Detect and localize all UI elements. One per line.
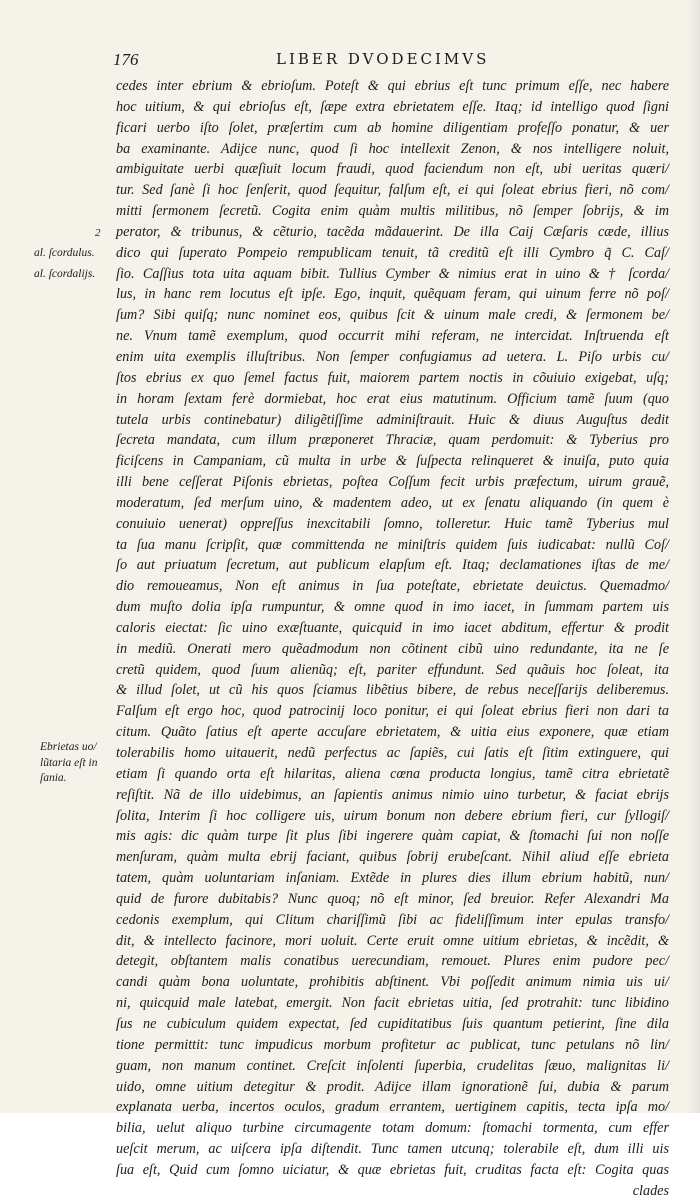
text-line: tolerabilis homo uitauerit, nedũ perfectus ac ſapiẽs, cui ſatis eſt ſitim extinguere, qui xyxy=(116,745,669,761)
text-line: caloris eiectat: ſic uino exæſtuante, quicquid in imo iacet abditum, effertur & prodit xyxy=(116,619,669,636)
text-line: illi bene ceſſerat Piſonis ebrietas, poſtea Coſſum fecit urbis præfectum, uirum grauẽ, xyxy=(116,474,669,491)
text-line: in mediũ. Onerati mero quẽadmodum non cõtinent cibũ uino redundante, ita ne ſe xyxy=(116,640,669,657)
text-line: menſuram, quàm multa ebrij faciant, quibus ſobrij erubeſcant. Nihil aliud eſſe ebrieta xyxy=(116,849,669,866)
text-line: hoc uitium, & qui ebrioſus eſt, ſæpe extra ebrietatem eſſe. Itaq; id intelligo quod ſigni xyxy=(116,98,669,115)
text-line: ſus ne cubiculum quidem expectat, ſed cupiditatibus ſuis quantum petierint, ſine dila xyxy=(116,1015,669,1032)
text-line: bilia, uelut aliquo turbine circumagente totam domum: ſtomachi tormenta, cum effer xyxy=(116,1120,669,1137)
text-line: dit, & intellecto facinore, mori uoluit. Certe eruit omne uitium ebrietas, & incẽdit, & xyxy=(116,932,669,949)
text-line: tutela urbis continebatur) diligẽtiſſime adminiſtrauit. Huic & diuus Auguſtus dedit xyxy=(116,411,669,428)
text-line: cretũ quidem, quod ſuum alienũq; eſt, pariter effundunt. Sed quãuis hoc ſoleat, ita xyxy=(116,661,669,678)
marginal-note-mark: 2 xyxy=(95,227,101,239)
text-line: ne. Vnum tamẽ exemplum, quod occurrit mihi referam, ne intercidat. Inſtruenda eſt xyxy=(116,328,669,345)
text-line: clades xyxy=(632,1182,669,1199)
running-head: LIBER DVODECIMVS xyxy=(276,50,490,68)
text-line: in horam ſextam ferè dormiebat, hoc erat eius matutinum. Officium tamẽ ſuum (quo xyxy=(116,390,669,407)
text-line: enim uita exemplis illuſtribus. Non ſemper confugiamus ad uetera. L. Piſo urbis cu/ xyxy=(116,348,669,365)
text-line: ta ſua manu ſcripſit, quæ committenda ne miniſtris quidem ſuis iudicabat: nullũ Coſ/ xyxy=(116,536,669,553)
text-line: tione permittit: tunc impudicus morbum profitetur ac publicat, tunc petulans nõ lin/ xyxy=(116,1036,669,1053)
text-line: tur. Sed ſanè ſi hoc ſenſerit, quod ſequitur, falſum eſt, ei qui ſoleat ebrius fieri, nõ com/ xyxy=(116,182,669,199)
text-line: ficari uerbo iſto ſolet, præſertim cum ab homine diligentiam profeſſo ponatur, & uer xyxy=(116,119,669,136)
marginal-note-line: ſania. xyxy=(40,772,67,784)
text-line: ni, quicquid male latebat, emergit. Non facit ebrietas uitia, ſed protrahit: tunc libidino xyxy=(116,995,669,1012)
marginal-note-line: lũtaria eſt in xyxy=(40,756,98,769)
text-line: ficiſcens in Campaniam, cũ multa in urbe & ſuſpecta relinqueret & inuiſa, puto quia xyxy=(116,453,669,470)
page-number: 176 xyxy=(113,50,139,69)
text-line: cedonis exemplum, qui Clitum chariſſimũ ſibi ac fideliſſimum inter epulas transfo/ xyxy=(116,911,669,928)
text-line: ſtos ebrius ex quo ſemel factus fuit, maiorem partem noctis in cõuiuio exigebat, uſq; xyxy=(116,369,669,386)
text-line: etiam ſi quando orta eſt hilaritas, aliena cœna producta longius, tamẽ citra ebrietatẽ xyxy=(116,765,669,782)
text-line: reſiſtit. Nã de illo uidebimus, an ſapientis animus nimio uino turbetur, & faciat ebrijs xyxy=(116,786,669,803)
text-line: ueſcit merum, ac uiſcera ipſa diſtendit. Tunc tamen utcunq; tolerabile eſt, dum illi uis xyxy=(116,1141,669,1158)
text-line: ſum? Sibi quiſq; nunc nominet eos, quibus ſcit & uinum male credi, & ſermonem be/ xyxy=(116,307,669,324)
text-line: cedes inter ebrium & ebrioſum. Poteſt & qui ebrius eſt tunc primum eſſe, nec habere xyxy=(116,78,669,94)
text-line: explanata uerba, incertos oculos, gradum errantem, uertiginem capitis, tecta ipſa mo/ xyxy=(116,1099,669,1116)
text-line: mis agis: dic quàm turpe ſit plus ſibi ingerere quàm capiat, & ſtomachi ſui non noſſe xyxy=(116,828,669,845)
marginal-note-variant-reading: al. ſcordalijs. xyxy=(34,268,96,280)
text-line: ſolita, Interim ſi hoc colligere uis, uirum bonum non debere ebrium fieri, cur ſyllogiſ/ xyxy=(116,807,669,824)
text-line: & illud ſolet, ut cũ his quos ſciamus libẽtius bibere, de rebus neceſſarijs deliberemus. xyxy=(116,682,669,699)
text-line: conuiuio uenerat) oppreſſus inexcitabili ſomno, tolleretur. Huic tamẽ Tyberius mul xyxy=(116,515,669,532)
page-edge-shadow xyxy=(686,0,700,1113)
text-line: ſua eſt, Quid cum ſomno uiciatur, & quæ ebrietas fuit, cruditas facta eſt: Cogita quas xyxy=(116,1161,669,1178)
page-header xyxy=(0,50,700,74)
text-line: candi quàm bona uoluntate, prohibitis abſtinent. Vbi poſſedit animum nimia uis ui/ xyxy=(116,974,669,991)
text-line: dico qui ſuperato Pompeio rempublicam tenuit, tã creditũ eſt illi Cymbro q̃ C. Caſ/ xyxy=(116,244,669,261)
text-line: ſo aut priuatum ſecretum, aut publicum elapſum eſt. Itaq; declamationes iſtas de me/ xyxy=(116,557,669,574)
text-line: dum muſto dolia ipſa rumpuntur, & omne quod in imo iacet, in ſummam partem uis xyxy=(116,599,669,616)
text-line: dio remoueamus, Non eſt animus in ſua poteſtate, ebrietate deuictus. Quemadmo/ xyxy=(116,578,669,595)
text-line: uido, omne uitium detegitur & prodit. Adijce illam ignorationẽ ſui, dubia & parum xyxy=(116,1078,669,1095)
text-line: ſio. Caſſius tota uita aquam bibit. Tullius Cymber & nimius erat in uino & † ſcorda/ xyxy=(116,265,669,282)
marginal-note-line: Ebrietas uo/ xyxy=(40,741,97,753)
text-line: ambiguitate uerbi quæſiuit locum fraudi, quod faciendum non eſt, ubi ueritas quæri/ xyxy=(116,161,669,178)
text-line: guam, non manum continet. Creſcit inſolenti ſuperbia, crudelitas ſæuo, malignitas li/ xyxy=(116,1057,669,1074)
text-line: citum. Quãto ſatius eſt aperte accuſare ebrietatem, & uitia eius exponere, quæ etiam xyxy=(116,724,669,741)
text-line: perator, & tribunus, & cẽturio, tacẽda mãdauerint. De illa Caij Cæſaris cæde, illius xyxy=(116,223,669,240)
marginal-note-ebrietas xyxy=(40,740,98,787)
body-text xyxy=(116,76,669,1202)
text-line: detegit, obſtantem malis conatibus uerecundiam, remouet. Plures enim pudore pec/ xyxy=(116,953,669,970)
text-line: quid de furore dubitabis? Nunc quoq; nõ eſt minor, ſed breuior. Refer Alexandri Ma xyxy=(116,890,669,907)
text-line: lus, in hanc rem locutus eſt ipſe. Ego, inquit, quẽquam feram, qui uinum ferre nõ poſ/ xyxy=(116,286,669,303)
text-line: mitti ſermonem ſecretũ. Cogita enim quàm multis militibus, nõ ſemper ſobrijs, & im xyxy=(116,203,669,220)
text-line: ſecreta mandata, cum illum præponeret Thraciæ, quam perdomuit: & Tyberius pro xyxy=(116,432,669,449)
marginal-note-variant-reading: al. ſcordulus. xyxy=(34,247,95,259)
text-line: moderatum, ſed merſum uino, & madentem adeo, ut ex ſenatu aliquando (in quem è xyxy=(116,494,669,511)
text-line: tatem, quàm uoluntariam inſaniam. Extẽde in plures dies illum ebrium habitũ, nun/ xyxy=(116,870,669,887)
text-line: Falſum eſt ergo hoc, quod patrocinij loco ponitur, ei qui ſoleat ebrius fieri non dari ta xyxy=(116,703,669,720)
text-line: ba examinante. Adijce nunc, quod ſi hoc intellexit Zenon, & nos intelligere noluit, xyxy=(116,140,669,157)
